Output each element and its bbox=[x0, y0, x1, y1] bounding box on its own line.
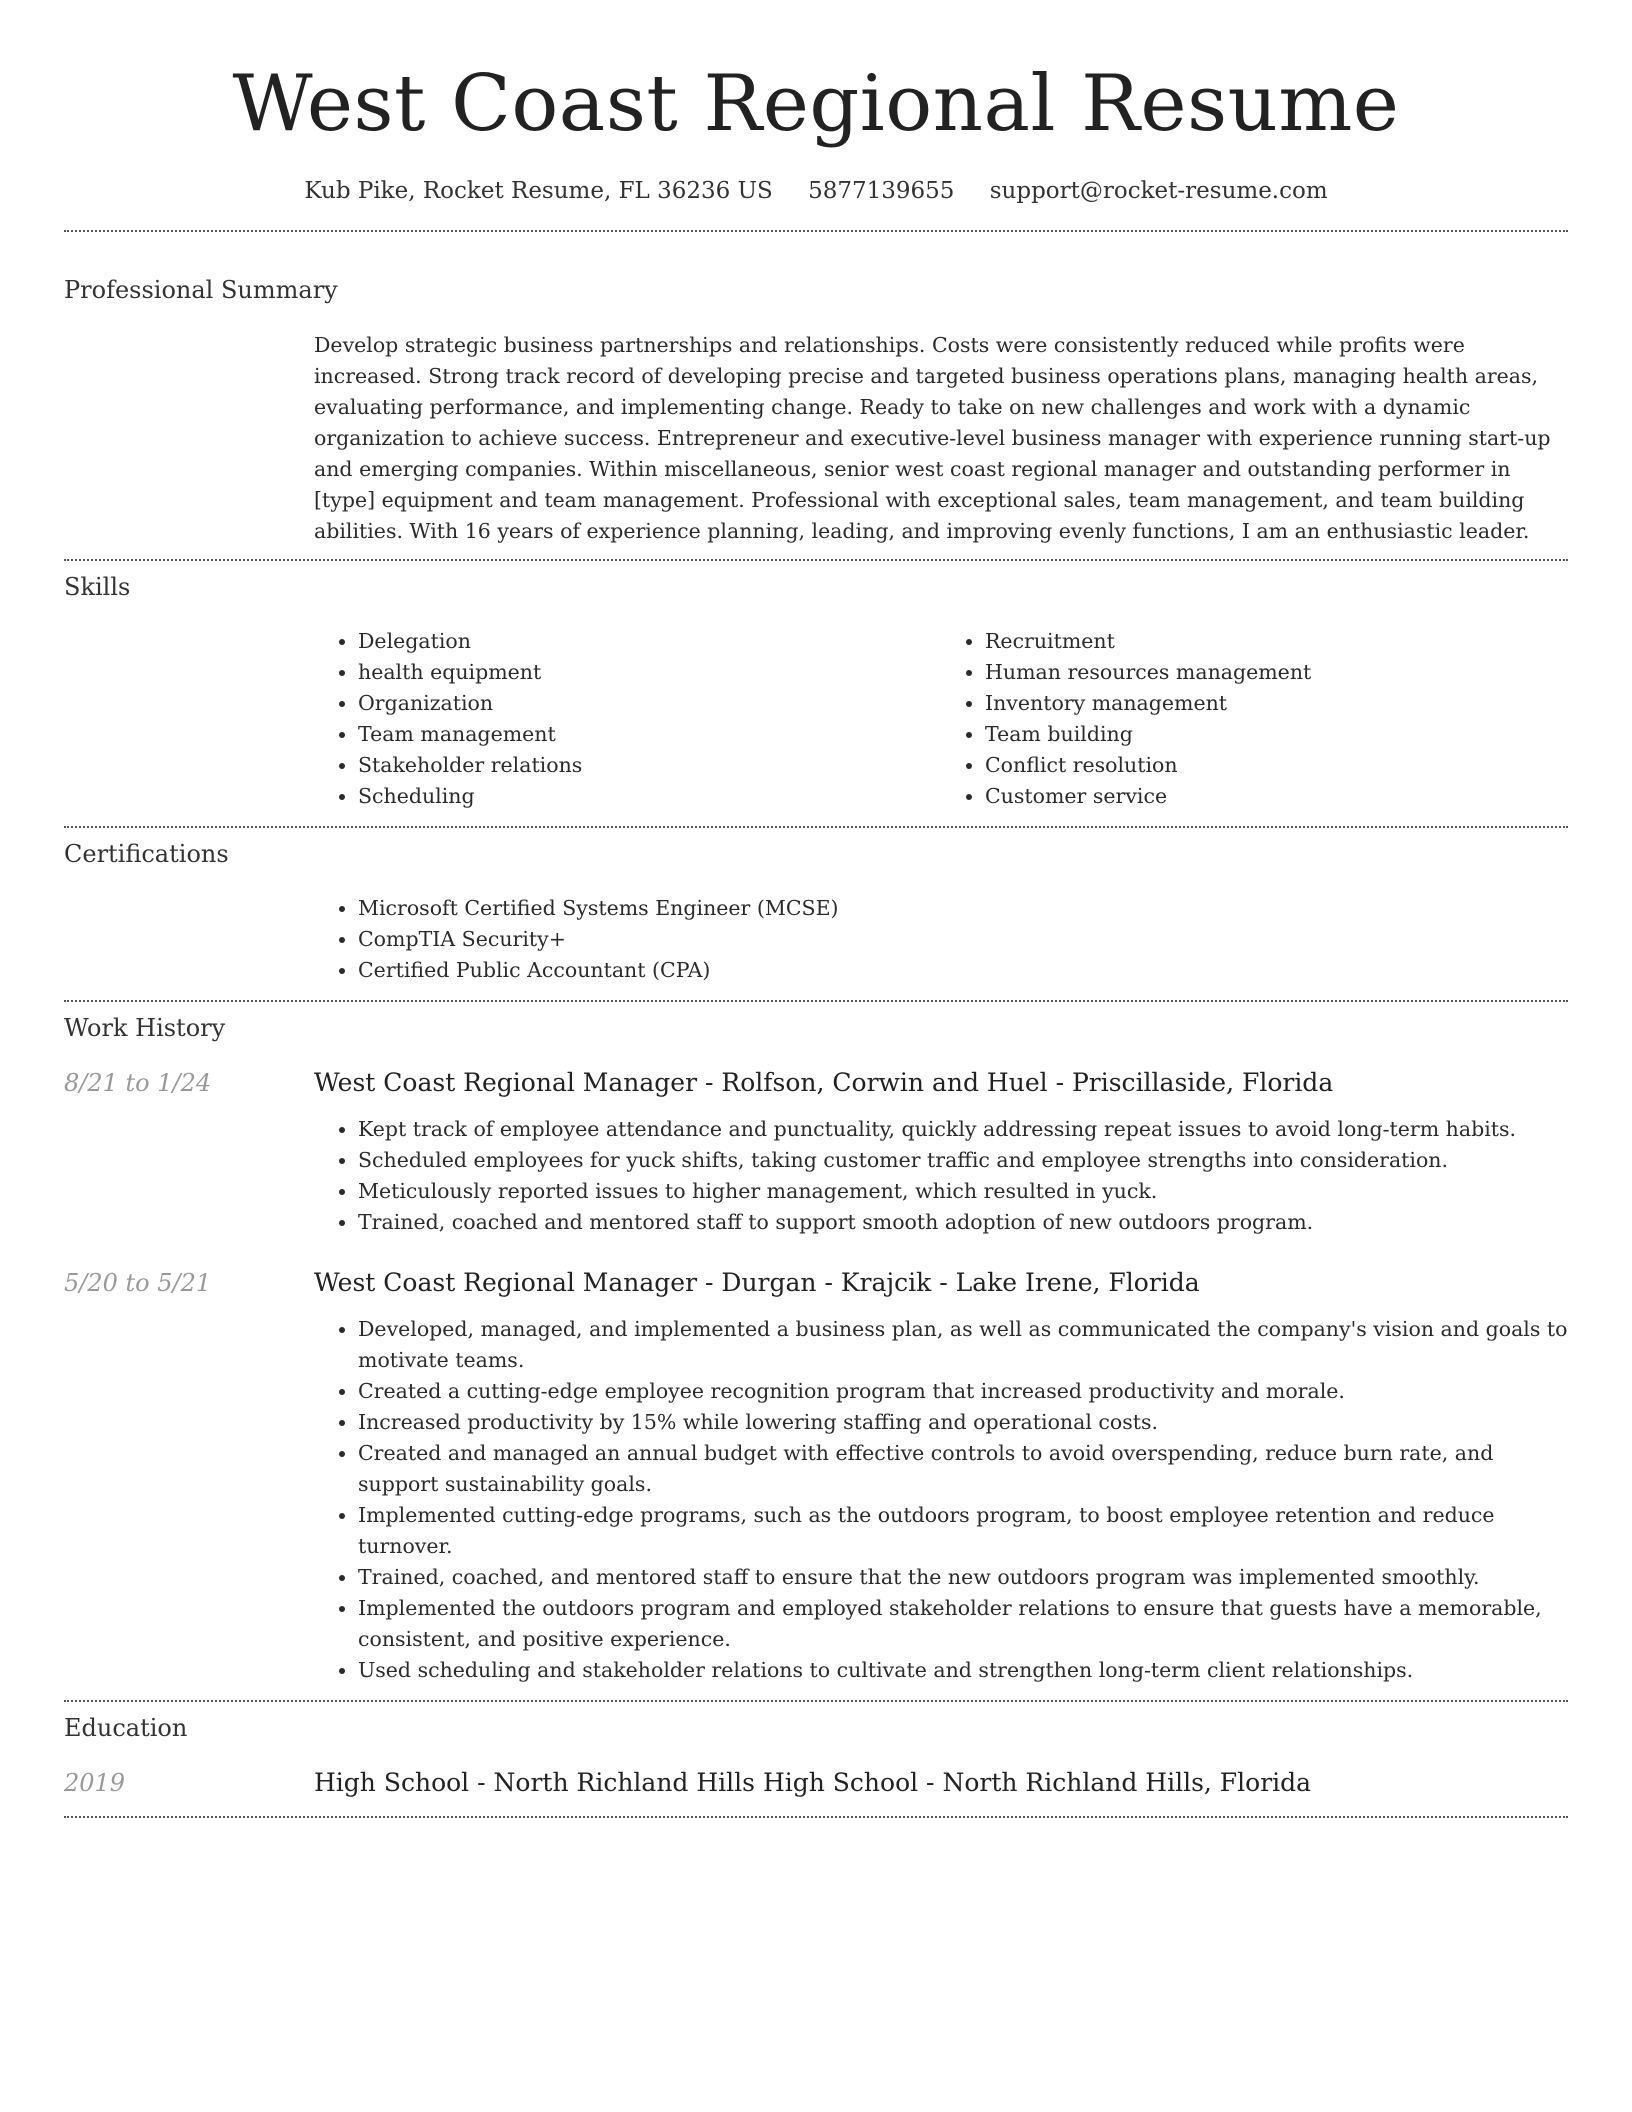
list-item: • Created and managed an annual budget with effective controls to avoid overspending, reduce burn rate, and support sustainability goals. bbox=[358, 1438, 1568, 1500]
job-title-line bbox=[314, 1266, 1200, 1300]
email: support@rocket-resume.com bbox=[989, 178, 1328, 204]
list-item: • Implemented cutting-edge programs, such as the outdoors program, to boost employee retention and reduce turnover. bbox=[358, 1500, 1568, 1562]
education-details: - North Richland Hills High School - North Richland Hills, Florida bbox=[469, 1768, 1312, 1797]
job-bullets bbox=[314, 1314, 1568, 1686]
education-degree: High School bbox=[314, 1768, 470, 1797]
skills-columns bbox=[314, 626, 1568, 812]
resume-title: West Coast Regional Resume bbox=[232, 59, 1400, 149]
job-bullet-list bbox=[314, 1114, 1568, 1238]
job-role: West Coast Regional Manager bbox=[314, 1268, 698, 1297]
list-item: • Scheduling bbox=[358, 781, 941, 812]
job-bullet-list bbox=[314, 1314, 1568, 1686]
job-role: West Coast Regional Manager bbox=[314, 1068, 698, 1097]
job-entry bbox=[64, 1266, 1568, 1686]
list-item: • Trained, coached, and mentored staff to ensure that the new outdoors program was implemented smoothly. bbox=[358, 1562, 1568, 1593]
certifications-content bbox=[314, 893, 1568, 986]
list-item: • Scheduled employees for yuck shifts, taking customer traffic and employee strengths into consideration. bbox=[358, 1145, 1568, 1176]
job-dates: 5/20 to 5/21 bbox=[64, 1269, 212, 1297]
list-item: • Stakeholder relations bbox=[358, 750, 941, 781]
education-section bbox=[64, 1702, 1568, 1800]
work-section bbox=[64, 1002, 1568, 1686]
job-header bbox=[64, 1066, 1568, 1100]
job-title-line bbox=[314, 1066, 1333, 1100]
skills-section bbox=[64, 561, 1568, 812]
list-item: • Recruitment bbox=[985, 626, 1568, 657]
job-bullets bbox=[314, 1114, 1568, 1238]
education-year: 2019 bbox=[64, 1769, 126, 1797]
job-header bbox=[64, 1266, 1568, 1300]
contact-line bbox=[64, 174, 1568, 208]
address: Kub Pike, Rocket Resume, FL 36236 US bbox=[304, 178, 773, 204]
list-item: • Inventory management bbox=[985, 688, 1568, 719]
job-details: - Rolfson, Corwin and Huel - Priscillaside, Florida bbox=[697, 1068, 1334, 1097]
list-item: • Meticulously reported issues to higher management, which resulted in yuck. bbox=[358, 1176, 1568, 1207]
list-item: • Human resources management bbox=[985, 657, 1568, 688]
education-heading: Education bbox=[64, 1714, 188, 1742]
list-item: • CompTIA Security+ bbox=[358, 924, 1568, 955]
list-item: • Created a cutting-edge employee recognition program that increased productivity and morale. bbox=[358, 1376, 1568, 1407]
skills-list-left bbox=[314, 626, 941, 812]
list-item: • Trained, coached and mentored staff to support smooth adoption of new outdoors program. bbox=[358, 1207, 1568, 1238]
education-entry bbox=[64, 1766, 1568, 1800]
list-item: • Certified Public Accountant (CPA) bbox=[358, 955, 1568, 986]
divider bbox=[64, 1816, 1568, 1818]
resume-page bbox=[64, 0, 1568, 1818]
list-item: • Used scheduling and stakeholder relations to cultivate and strengthen long-term client relationships. bbox=[358, 1655, 1568, 1686]
certifications-heading: Certifications bbox=[64, 840, 229, 868]
certifications-list bbox=[314, 893, 1568, 986]
list-item: • Customer service bbox=[985, 781, 1568, 812]
skills-heading: Skills bbox=[64, 573, 131, 601]
certifications-section bbox=[64, 828, 1568, 986]
list-item: • Microsoft Certified Systems Engineer (MCSE) bbox=[358, 893, 1568, 924]
list-item: • Developed, managed, and implemented a business plan, as well as communicated the company's vision and goals to motivate teams. bbox=[358, 1314, 1568, 1376]
skills-list-right bbox=[941, 626, 1568, 812]
list-item: • Team management bbox=[358, 719, 941, 750]
list-item: • Organization bbox=[358, 688, 941, 719]
list-item: • Implemented the outdoors program and employed stakeholder relations to ensure that guests have a memorable, consistent, and positive experience. bbox=[358, 1593, 1568, 1655]
phone: 5877139655 bbox=[808, 178, 955, 204]
summary-text: Develop strategic business partnerships and relationships. Costs were consistently reduced while profits were increased. Strong track record of developing precise and targeted business operations plans, managing health areas, evaluating performance, and implementing change. Ready to take on new challenges and work with a dynamic organization to achieve success. Entrepreneur and executive-level business manager with experience running start-up and emerging companies. Within miscellaneous, senior west coast regional manager and outstanding performer in [type] equipment and team management. Professional with exceptional sales, team management, and team building abilities. With 16 years of experience planning, leading, and improving evenly functions, I am an enthusiastic leader. bbox=[314, 333, 1551, 543]
summary-section bbox=[64, 232, 1568, 547]
job-entry bbox=[64, 1066, 1568, 1238]
list-item: • Conflict resolution bbox=[985, 750, 1568, 781]
work-heading: Work History bbox=[64, 1014, 226, 1042]
list-item: • Increased productivity by 15% while lowering staffing and operational costs. bbox=[358, 1407, 1568, 1438]
education-title-line bbox=[314, 1766, 1311, 1800]
job-details: - Durgan - Krajcik - Lake Irene, Florida bbox=[697, 1268, 1200, 1297]
list-item: • Kept track of employee attendance and punctuality, quickly addressing repeat issues to avoid long-term habits. bbox=[358, 1114, 1568, 1145]
list-item: • health equipment bbox=[358, 657, 941, 688]
job-dates: 8/21 to 1/24 bbox=[64, 1069, 212, 1097]
list-item: • Team building bbox=[985, 719, 1568, 750]
list-item: • Delegation bbox=[358, 626, 941, 657]
summary-heading: Professional Summary bbox=[64, 276, 338, 304]
